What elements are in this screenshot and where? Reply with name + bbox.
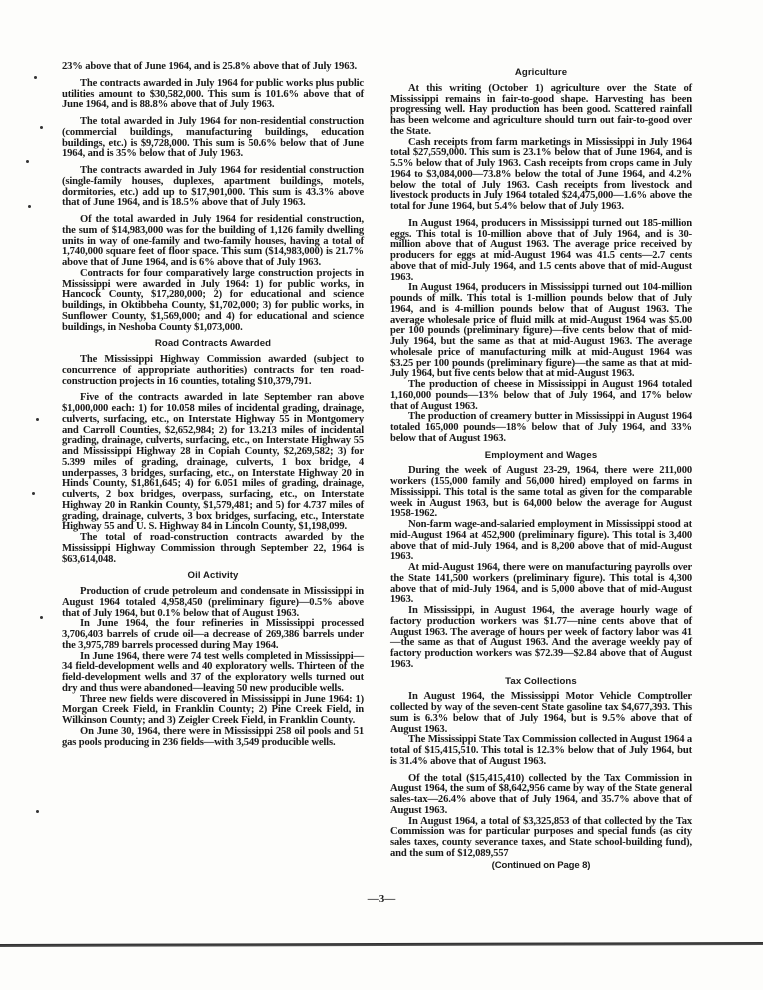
scan-speck: [36, 418, 39, 421]
paragraph: At this writing (October 1) agriculture over the State of Mississippi remains in fair-to-good shape. Harvesting has been progressing well. Hay production has been good. Scattered rainfall has been welcome and agriculture should turn out fair-to-good over the State.: [390, 82, 692, 137]
page-number: —3—: [367, 893, 396, 905]
continued-note: (Continued on Page 8): [491, 859, 591, 871]
paragraph: Production of crude petroleum and condensate in Mississippi in August 1964 totaled 4,958,450 (preliminary figure)—0.5% above that of July 1964, but 0.1% below that of August 1963.: [62, 586, 364, 619]
section-heading: Agriculture: [514, 67, 568, 78]
scan-speck: [34, 76, 37, 79]
paragraph: Of the total ($15,415,410) collected by the Tax Commission in August 1964, the sum of $8,642,956 came by way of the State general sales-tax—26.4% above that of July 1964, and 35.7% above that of August 1963.: [390, 772, 692, 816]
paragraph: At mid-August 1964, there were on manufacturing payrolls over the State 141,500 workers (preliminary figure). This total is 4,300 above that of mid-July 1964, and is 5,000 above that of mid-August 1963.: [390, 562, 692, 606]
paragraph: The Mississippi State Tax Commission collected in August 1964 a total of $15,415,510. This total is 12.3% below that of July 1964, but is 31.4% above that of August 1963.: [390, 734, 692, 767]
paragraph: Five of the contracts awarded in late September ran above $1,000,000 each: 1) for 10.058 miles of incidental grading, drainage, culverts, surfacing, etc., on Interstate Highway 55 in Montgomery and Carroll Counties, $2,652,984; 2) for 13.213 miles of incidental grading, drainage, culverts, surfacing, etc., on Interstate Highway 55 and Mississippi Highway 28 in Copiah County, $2,269,582; 3) for 5.399 miles of grading, drainage, culverts, 1 box bridge, 4 underpasses, 3 bridges, surfacing, etc., on Interstate Highway 20 in Hinds County, $1,861,645; 4) for 6.051 miles of grading, drainage, culverts, 2 box bridges, overpass, surfacing, etc., on Interstate Highway 20 in Rankin County, $1,579,481; and 5) for 4.737 miles of grading, drainage, culverts, 3 box bridges, surfacing, etc., Interstate Highway 55 and U. S. Highway 84 in Lincoln County, $1,198,099.: [62, 392, 364, 533]
paragraph: The production of cheese in Mississippi in August 1964 totaled 1,160,000 pounds—13% below that of July 1964, and 17% below that of August 1963.: [390, 379, 692, 412]
paragraph: The production of creamery butter in Mississippi in August 1964 totaled 165,000 pounds—18% below that of July 1964, and 33% below that of August 1963.: [390, 411, 692, 444]
scan-speck: [40, 616, 43, 619]
paragraph: Three new fields were discovered in Mississippi in June 1964: 1) Morgan Creek Field, in Franklin County; 2) Pine Creek Field, in Wilkinson County; and 3) Zeigler Creek Field, in Franklin County.: [62, 693, 364, 726]
scan-speck: [26, 160, 29, 163]
paragraph: Contracts for four comparatively large construction projects in Mississippi were awarded in July 1964: 1) for public works, in Hancock County, $17,280,000; 2) for educational and science buildings, in Oktibbeha County, $1,702,000; 3) for public works, in Sunflower County, $1,569,000; and 4) for educational and science buildings, in Neshoba County $1,073,000.: [62, 267, 364, 333]
paragraph: In August 1964, producers in Mississippi turned out 104-million pounds of milk. This total is 1-million pounds below that of July 1964, and is 4-million pounds below that of August 1963. The average wholesale price of fluid milk at mid-August 1964 was $5.00 per 100 pounds (preliminary figure)—five cents below that of mid-July 1964, but the same as that at mid-August 1963. The average wholesale price of manufacturing milk at mid-August 1964 was $3.25 per 100 pounds (preliminary figure)—the same as that at mid-July 1964, but five cents below that at mid-August 1963.: [390, 282, 692, 380]
section-heading: Oil Activity: [187, 570, 239, 582]
right-column: [390, 68, 692, 871]
paragraph: Non-farm wage-and-salaried employment in Mississippi stood at mid-August 1964 at 452,900 (preliminary figure). This total is 3,400 above that of mid-July 1964, and is 8,200 above that of mid-August 1963.: [390, 519, 692, 563]
paragraph: The Mississippi Highway Commission awarded (subject to concurrence of appropriate authorities) contracts for ten road-construction projects in 16 counties, totaling $10,379,791.: [62, 354, 364, 387]
paragraph: In August 1964, the Mississippi Motor Vehicle Comptroller collected by way of the seven-cent State gasoline tax $4,677,393. This sum is 6.3% below that of July 1964, but is 9.5% above that of August 1963.: [390, 691, 692, 735]
paragraph: In Mississippi, in August 1964, the average hourly wage of factory production workers was $1.77—nine cents above that of August 1963. The average of hours per week of factory labor was 41—the same as that of August 1963. And the average weekly pay of factory production workers was $72.39—$2.84 above that of August 1963.: [390, 605, 692, 670]
left-column: [62, 62, 364, 748]
scan-speck: [36, 810, 39, 813]
section-heading: Road Contracts Awarded: [154, 338, 272, 350]
paragraph: On June 30, 1964, there were in Mississippi 258 oil pools and 51 gas pools producing in 236 fields—with 3,549 producible wells.: [62, 725, 364, 748]
paragraph: In June 1964, there were 74 test wells completed in Mississippi—34 field-development wells and 40 exploratory wells. Thirteen of the field-development wells and 37 of the exploratory wells turned out dry and thus were abandoned—leaving 50 new producible wells.: [62, 650, 364, 694]
section-heading: Tax Collections: [505, 675, 577, 687]
paragraph: Of the total awarded in July 1964 for residential construction, the sum of $14,983,000 was for the building of 1,126 family dwelling units in way of one-family and two-family houses, having a total of 1,740,000 square feet of floor space. This sum ($14,983,000) is 21.7% above that of June 1964, and is 6% above that of July 1963.: [62, 214, 364, 268]
paragraph: 23% above that of June 1964, and is 25.8% above that of July 1963.: [62, 61, 357, 72]
paragraph: The contracts awarded in July 1964 for public works plus public utilities amount to $30,582,000. This sum is 101.6% above that of June 1964, and is 88.8% above that of July 1963.: [62, 77, 364, 111]
paragraph: The total awarded in July 1964 for non-residential construction (commercial buildings, manufacturing buildings, education buildings, etc.) is $9,728,000. This sum is 50.6% below that of June 1964, and is 35% below that of July 1963.: [62, 116, 364, 160]
paragraph: In August 1964, producers in Mississippi turned out 185-million eggs. This total is 10-million above that of July 1964, and is 30-million above that of August 1963. The average price received by producers for eggs at mid-August 1964 was 41.5 cents—2.7 cents above that of mid-July 1964, and 1.5 cents above that of mid-August 1963.: [390, 217, 692, 283]
paragraph: During the week of August 23-29, 1964, there were 211,000 workers (155,000 family and 56,000 hired) employed on farms in Mississippi. This total is the same total as given for the comparable week in August 1963, but is 64,000 below the average for August 1958-1962.: [390, 465, 692, 520]
paragraph: The contracts awarded in July 1964 for residential construction (single-family houses, duplexes, apartment buildings, motels, dormitories, etc.) add up to $17,901,000. This sum is 43.3% above that of June 1964, and is 18.5% above that of July 1963.: [62, 165, 364, 209]
paragraph: In June 1964, the four refineries in Mississippi processed 3,706,403 barrels of crude oil—a decrease of 269,386 barrels under the 3,975,789 barrels processed during May 1964.: [62, 618, 364, 651]
section-heading: Employment and Wages: [484, 449, 598, 461]
scan-speck: [40, 126, 43, 129]
scan-speck: [28, 205, 31, 208]
scan-speck: [32, 492, 35, 495]
paragraph: The total of road-construction contracts awarded by the Mississippi Highway Commission through September 22, 1964 is $63,614,048.: [62, 532, 364, 565]
paragraph: In August 1964, a total of $3,325,853 of that collected by the Tax Commission was for particular purposes and special funds (as city sales taxes, county severance taxes, and State school-building fund), and the sum of $12,089,557: [390, 815, 692, 859]
bottom-rule: [0, 942, 763, 947]
paragraph: Cash receipts from farm marketings in Mississippi in July 1964 total $27,559,000. This sum is 23.1% below that of June 1964, and is 5.5% below that of July 1963. Cash receipts from crops came in July 1964 to $3,084,000—73.8% below the total of June 1964, and 4.2% below the total of July 1963. Cash receipts from livestock and livestock products in July 1964 totaled $24,475,000—1.6% above the total for June 1964, but 5.4% below that of July 1963.: [390, 136, 692, 212]
